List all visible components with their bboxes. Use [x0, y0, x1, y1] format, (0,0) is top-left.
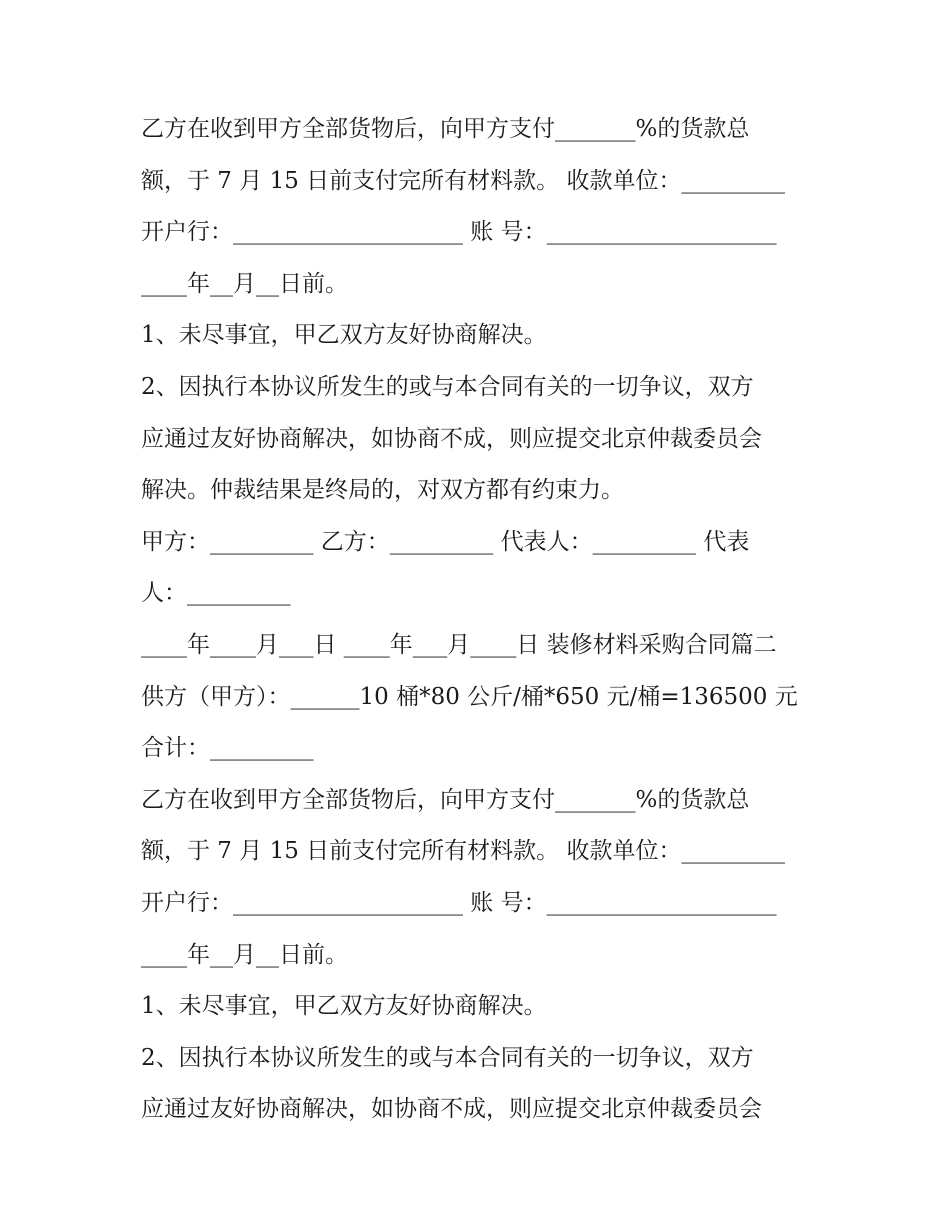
text-line: 1、未尽事宜，甲乙双方友好协商解决。	[141, 993, 547, 1020]
text-line: 解决。仲裁结果是终局的，对双方都有约束力。	[141, 477, 624, 504]
text-line: 开户行：____________________ 账 号：____________________	[141, 889, 777, 916]
text-line: 甲方：_________ 乙方：_________ 代表人：_________ 代表	[141, 528, 750, 555]
text-line: 1、未尽事宜，甲乙双方友好协商解决。	[141, 322, 547, 349]
text-line: 开户行：____________________ 账 号：____________________	[141, 219, 777, 246]
text-line: 2、因执行本协议所发生的或与本合同有关的一切争议，双方	[141, 1044, 754, 1071]
text-line: 应通过友好协商解决，如协商不成，则应提交北京仲裁委员会	[141, 425, 762, 452]
text-line: 额，于 7 月 15 日前支付完所有材料款。 收款单位：_________	[141, 838, 785, 865]
text-line: ____年__月__日前。	[141, 941, 348, 968]
text-line: 乙方在收到甲方全部货物后，向甲方支付_______%的货款总	[141, 786, 750, 813]
text-line: 合计：_________	[141, 735, 314, 762]
text-line: 应通过友好协商解决，如协商不成，则应提交北京仲裁委员会	[141, 1096, 762, 1123]
text-line: 2、因执行本协议所发生的或与本合同有关的一切争议，双方	[141, 373, 754, 400]
text-line: 供方（甲方）：______10 桶*80 公斤/桶*650 元/桶=136500 元	[141, 683, 798, 710]
document-body	[141, 104, 831, 1136]
text-line: 人：_________	[141, 580, 291, 607]
text-line: ____年____月___日 ____年___月____日 装修材料采购合同篇二	[141, 631, 777, 658]
text-line: 乙方在收到甲方全部货物后，向甲方支付_______%的货款总	[141, 116, 750, 142]
text-line: 额，于 7 月 15 日前支付完所有材料款。 收款单位：_________	[141, 167, 785, 194]
text-line: ____年__月__日前。	[141, 270, 348, 297]
